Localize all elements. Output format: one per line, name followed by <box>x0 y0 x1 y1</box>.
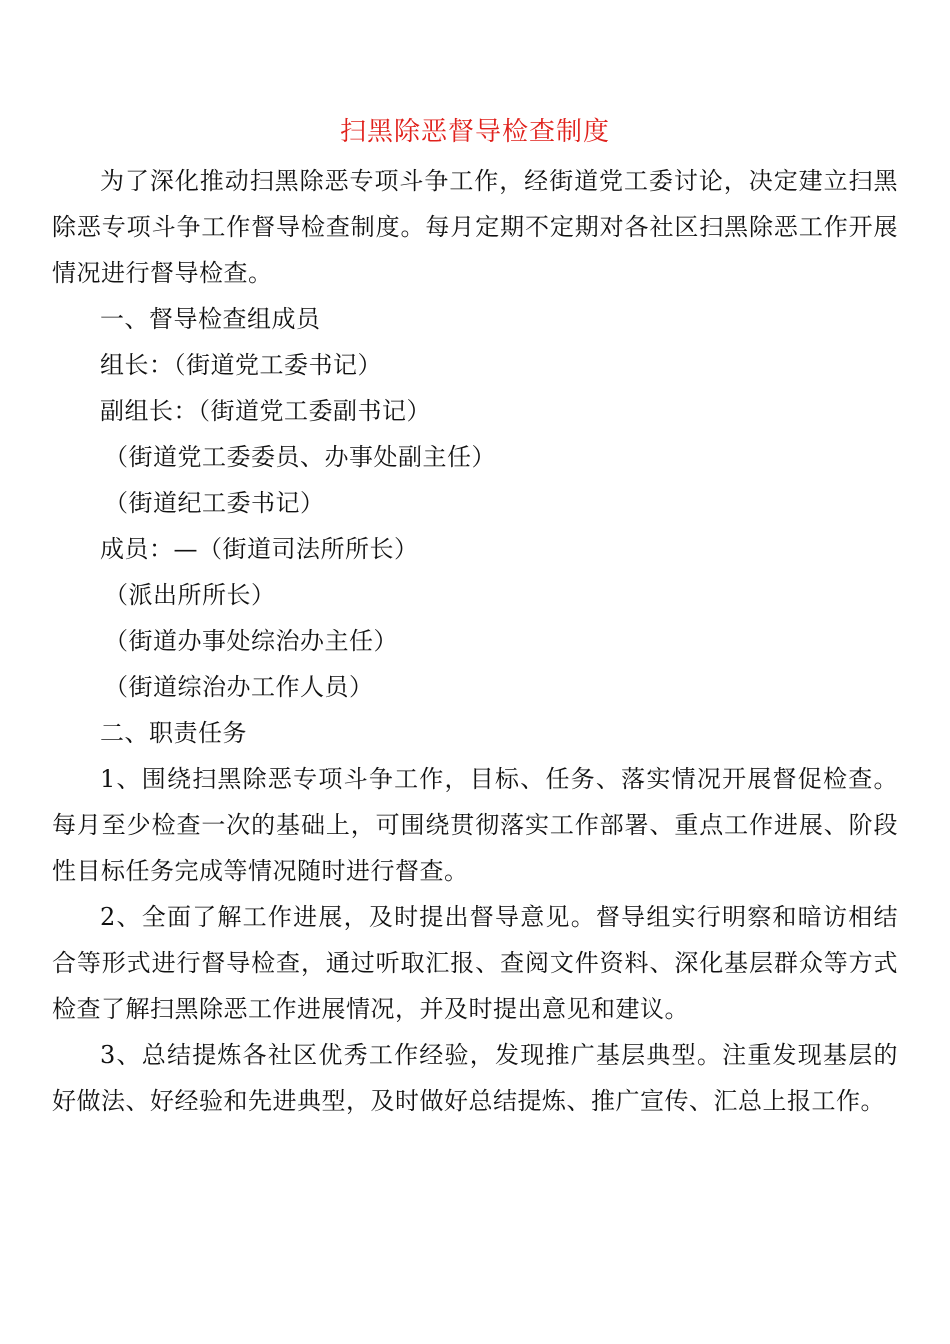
duty-item-1: 1、围绕扫黑除恶专项斗争工作，目标、任务、落实情况开展督促检查。每月至少检查一次的基础上，可围绕贯彻落实工作部署、重点工作进展、阶段性目标任务完成等情况随时进行督查。 <box>52 765 898 885</box>
section1-heading: 一、督导检查组成员 <box>100 305 321 333</box>
document-page <box>52 112 898 1124</box>
member-item: （街道办事处综治办主任） <box>104 627 398 655</box>
intro-paragraph: 为了深化推动扫黑除恶专项斗争工作，经街道党工委讨论，决定建立扫黑除恶专项斗争工作督导检查制度。每月定期不定期对各社区扫黑除恶工作开展情况进行督导检查。 <box>52 167 898 287</box>
deputy-leader-line: 副组长：（街道党工委副书记） <box>100 397 431 425</box>
duty-item-3: 3、总结提炼各社区优秀工作经验，发现推广基层典型。注重发现基层的好做法、好经验和先进典型，及时做好总结提炼、推广宣传、汇总上报工作。 <box>52 1041 898 1115</box>
member-item: （街道综治办工作人员） <box>104 673 374 701</box>
member-item: （派出所所长） <box>104 581 276 609</box>
section2-heading: 二、职责任务 <box>100 719 247 747</box>
deputy-item: （街道纪工委书记） <box>104 489 325 517</box>
duty-item-2: 2、全面了解工作进展，及时提出督导意见。督导组实行明察和暗访相结合等形式进行督导检查，通过听取汇报、查阅文件资料、深化基层群众等方式检查了解扫黑除恶工作进展情况，并及时提出意见和建议。 <box>52 903 898 1023</box>
deputy-item: （街道党工委委员、办事处副主任） <box>104 443 496 471</box>
document-title: 扫黑除恶督导检查制度 <box>339 117 610 147</box>
members-line: 成员：—（街道司法所所长） <box>100 535 419 563</box>
leader-line: 组长：（街道党工委书记） <box>100 351 382 379</box>
